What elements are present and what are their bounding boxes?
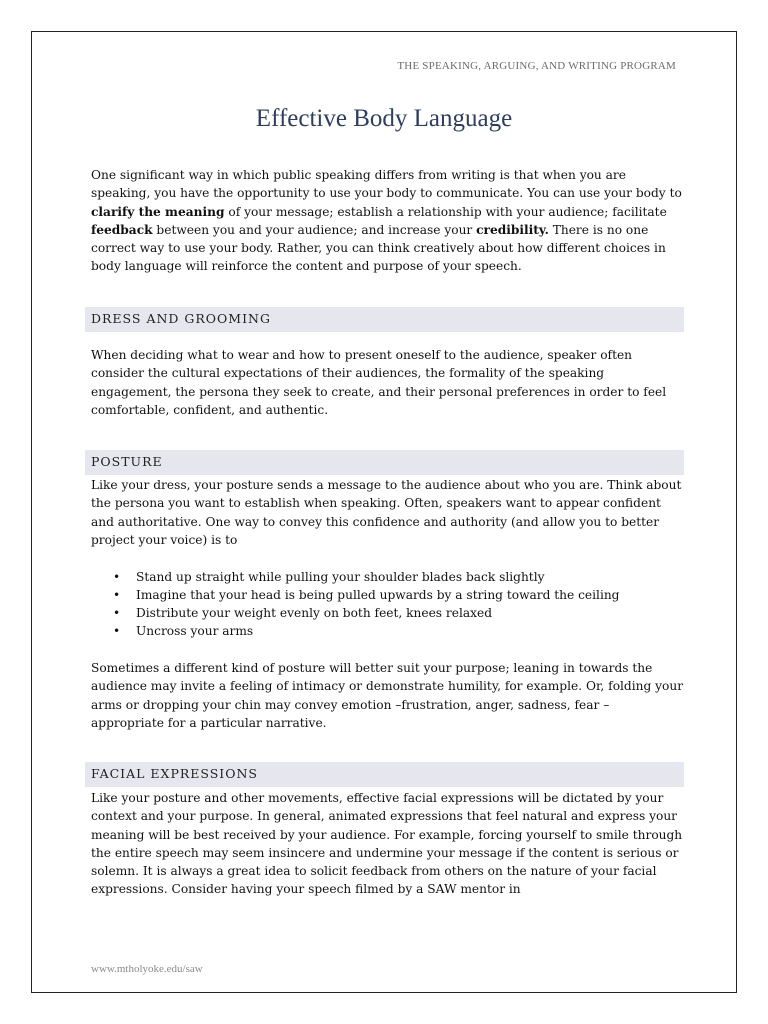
- bullet-text: Stand up straight while pulling your shoulder blades back slightly: [136, 570, 545, 584]
- section-heading-dress: DRESS AND GROOMING: [91, 311, 271, 326]
- facial-paragraph: Like your posture and other movements, effective facial expressions will be dictated by your context and your purpose. In general, animated expressions that feel natural and express your meaning will be best received by your audience. For example, forcing yourself to smile through the entire speech may seem insincere and undermine your message if the content is serious or solemn. It is always a great idea to solicit feedback from others on the nature of your facial expressions. Consider having your speech filmed by a SAW mentor in: [91, 791, 683, 897]
- bullet-icon: •: [113, 588, 121, 602]
- footer-url-link[interactable]: www.mtholyoke.edu/saw: [91, 963, 203, 975]
- section-heading-bar: [85, 762, 684, 787]
- bullet-text: Distribute your weight evenly on both feet, knees relaxed: [136, 606, 493, 620]
- intro-bold-feedback: feedback: [91, 222, 153, 237]
- section-heading-posture: POSTURE: [91, 454, 163, 469]
- intro-bold-credibility: credibility.: [476, 222, 549, 237]
- intro-text-2: of your message; establish a relationship with your audience; facilitate: [224, 204, 667, 219]
- posture-bullet-list: [91, 568, 686, 640]
- bullet-icon: •: [113, 624, 121, 638]
- section-heading-bar: [85, 450, 684, 475]
- bullet-icon: •: [113, 606, 121, 620]
- posture-paragraph-2: Sometimes a different kind of posture will better suit your purpose; leaning in towards the audience may invite a feeling of intimacy or demonstrate humility, for example. Or, folding your arms or dropping your chin may convey emotion –frustration, anger, sadness, fear – appropriate for a particular narrative.: [91, 661, 684, 730]
- intro-text-1: One significant way in which public speaking differs from writing is that when you are speaking, you have the opportunity to use your body to communicate. You can use your body to: [91, 168, 682, 201]
- dress-paragraph: When deciding what to wear and how to present oneself to the audience, speaker often consider the cultural expectations of their audiences, the formality of the speaking engagement, the persona they seek to create, and their personal preferences in order to feel comfortable, confident, and authentic.: [91, 348, 667, 417]
- section-heading-facial: FACIAL EXPRESSIONS: [91, 766, 258, 781]
- list-item: [91, 568, 686, 586]
- list-item: [91, 622, 686, 640]
- bullet-text: Imagine that your head is being pulled upwards by a string toward the ceiling: [136, 588, 620, 602]
- posture-paragraph: Like your dress, your posture sends a message to the audience about who you are. Think about the persona you want to establish when speaking. Often, speakers want to appear confident and authoritative. One way to convey this confidence and authority (and allow you to better project your voice) is to: [91, 478, 682, 547]
- list-item: [91, 586, 686, 604]
- intro-paragraph: [91, 166, 686, 276]
- bullet-icon: •: [113, 570, 121, 584]
- list-item: [91, 604, 686, 622]
- intro-text-4: There is no one correct way to use your body. Rather, you can think creatively about how different choices in body language will reinforce the content and purpose of your speech.: [91, 222, 666, 274]
- intro-text-3: between you and your audience; and increase your: [152, 222, 477, 237]
- section-heading-bar: [85, 307, 684, 332]
- intro-bold-clarify: clarify the meaning: [91, 204, 225, 219]
- document-title: Effective Body Language: [255, 105, 513, 132]
- bullet-text: Uncross your arms: [136, 624, 254, 638]
- running-header: THE SPEAKING, ARGUING, AND WRITING PROGRAM: [397, 60, 676, 72]
